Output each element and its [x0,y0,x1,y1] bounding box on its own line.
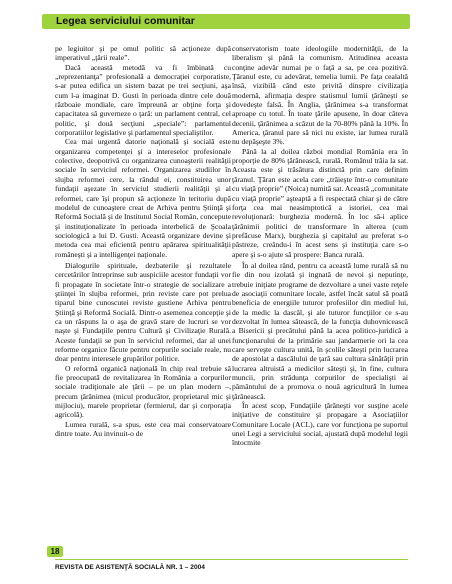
paragraph: Dacă această metodă va fi îmbinată cu „reprezentanţa” profesională a democraţiei corporatiste, s-ar putea edifica un sistem bazat pe trei secţiuni, aşa cum l-a imaginat D. Gusti în perioada dintre cele două războaie mondiale, care împreună ar obţine forţa şi capacitatea să guverneze o ţară: un parlament central, cel politic, şi două secţiuni „speciale”: parlamentul corporatiilor legislative şi parlamentul specialiştilor. [55,62,231,138]
paragraph: Cea mai urgentă datorie naţională şi socială este organizarea competenţei şi a intereselor profesionale colective, deopotrivă cu organizarea cunoaşterii realităţii sociale în serviciul reformei. Organizarea studiilor în slujba reformei cere, la rândul ei, constituirea unor fundaţii aşezate în serviciul studierii realităţii şi al reformei, care îşi propun să acţioneze în teritoriu după modelul de cunoaştere creat de Arhiva pentru Ştiinţă şi Reformă Socială şi de Institutul Social Român, concepute şi instituţionalizate în perioada interbelică de Şcoala sociologică a lui D. Gusti. Această organizare devine şi metoda cea mai eficientă pentru apărarea spiritualităţii româneşti şi a intelligenţei naţionale. [55,137,231,259]
paragraph: Dialogurile spirituale, dezbaterile şi rezultatele cercetărilor întreprinse sub auspiciile acestor fundaţii vor fi propagate în societate într-o strategie de socializare a ştiinţei în slujba reformei, prin reviste care pot prelua tiparul bine cunoscutei reviste gustiene Arhiva pentru Ştiinţă şi Reformă Socială. Dintr-o asemenea concepţie şi ca un răspuns la o aşa de gravă stare de lucruri se vor naşte şi Fundaţiile pentru Cultură şi Civilizaţie Rurală. Aceste fundaţii se pun în serviciul reformei, dar al unei reforme organice făcute pentru corpurile sociale reale, nu doar pentru interesele grupărilor politice. [55,260,231,364]
paragraph: În al doilea rând, pentru ca această lume rurală să nu fie din nou izolată şi ingnată de nevoi şi neputinţe, trebuie iniţiate programe de dezvoltare a unei vaste reţele de asociaţii comunitare locale, astfel încât satul să poată beneficia de energiile tuturor profesiilor din mediul lui, de la medic la dascăl, şi ale tuturor funcţiilor ce s-au dezvoltat în lumea sătească, de la funcţia duhovnicească a Bisericii şi precătului până la acea politico-juridică a funcţionarului de la primărie sau jandarmerie ori la cea care serveşte cultura unită, în şcolile săteşti prin lucrarea de apostolat a dascălului de ţară sau cultura sănătăţii prin lucrarea altruistă a medicilor săteşti şi, în fine, cultura muncii, prin strădunţa corpurilor de specialişti ai pământului de a promova o nouă agricultură în lumea ţărănească. [232,260,408,401]
left-text-column [55,44,231,438]
paragraph: Până la al doilea război mondial România era în proporţie de 80% ţărănească, rurală. Românul trăia la sat. Aceasta este şi trăsătura distinctă prin care definim ţăranul. Ţăran este acela care „trăieşte într-o comunitate cu viaţă proprie” (Noica) numită sat. Această „comunitate cu viaţă proprie” aşteaptă a fi respectată chiar şi de către forţa cea mai neasimptotică a istoriei, cea mai revoluţionară: burghezia modernă. În loc să-i aplice ţărănimii politici de transformare în alterea (cum prefăcuse Marx), burghezia şi capitalul au preferat s-o păstreze, creându-i în acest sens şi instituţia care s-o apere şi s-o ajute să prospere: Banca rurală. [232,146,408,259]
paragraph: pe legiuitor şi pe omul politic să acţioneze după imperativul „ţării reale”. [55,44,231,63]
header-bar [42,14,410,29]
footer-divider [55,559,408,560]
page-number-badge: 18 [47,546,63,557]
journal-footer: REVISTA DE ASISTENŢĂ SOCIALĂ NR. 1 – 2004 [55,564,205,571]
paragraph: Lumea rurală, s-a spus, este cea mai conservatoare dintre toate. Au invinuit-o de [55,419,231,439]
running-header-title: Legea serviciului comunitar [56,15,195,27]
paragraph: conservatorism toate ideologiile modernităţii, de la liberalism şi până la comunism. Atitudinea aceasta conţine adevăr numai pe o faţă a sa, pe cea pozitivă. Ţăranul este, cu adevărat, temelia lumii. Pe faţa cealaltă însă, vizibilă când este privită dinspre civilizaţia modernă, afirmaţia despre statismul lumii ţărăneşti se dovedeşte falsă. În Anglia, ţărănimea s-a transformat aproape cu totul. În toate ţările apusene, în doar câteva decenii, ţărănimea a scăzut de la 70-80% până la 10%. În America, ţăranul pare să nici nu existe, iar lumea rurală nu depăşeşte 3%. [232,44,408,147]
paragraph: O reformă organică naţională în chip real trebuie să fie preocupată de revitalizarea în România a corpurilor sociale tradiţionale ale ţării – pe un plan modern –, precum ţărănimea (micul producător, proprietarul mic şi mijlociu), marele proprietar (fermierul, dar şi corporaţia agricolă). [55,363,231,420]
right-text-column [232,44,408,448]
paragraph: În acest scop, Fundaţiile ţărăneşti vor susţine acele iniţiative de constituire şi propagare a Asociaţiilor Comunitare Locale (ACL), care vor funcţiona pe suportul unei Legi a serviciului social, ajustată după modelul legii întocmite [232,401,408,448]
